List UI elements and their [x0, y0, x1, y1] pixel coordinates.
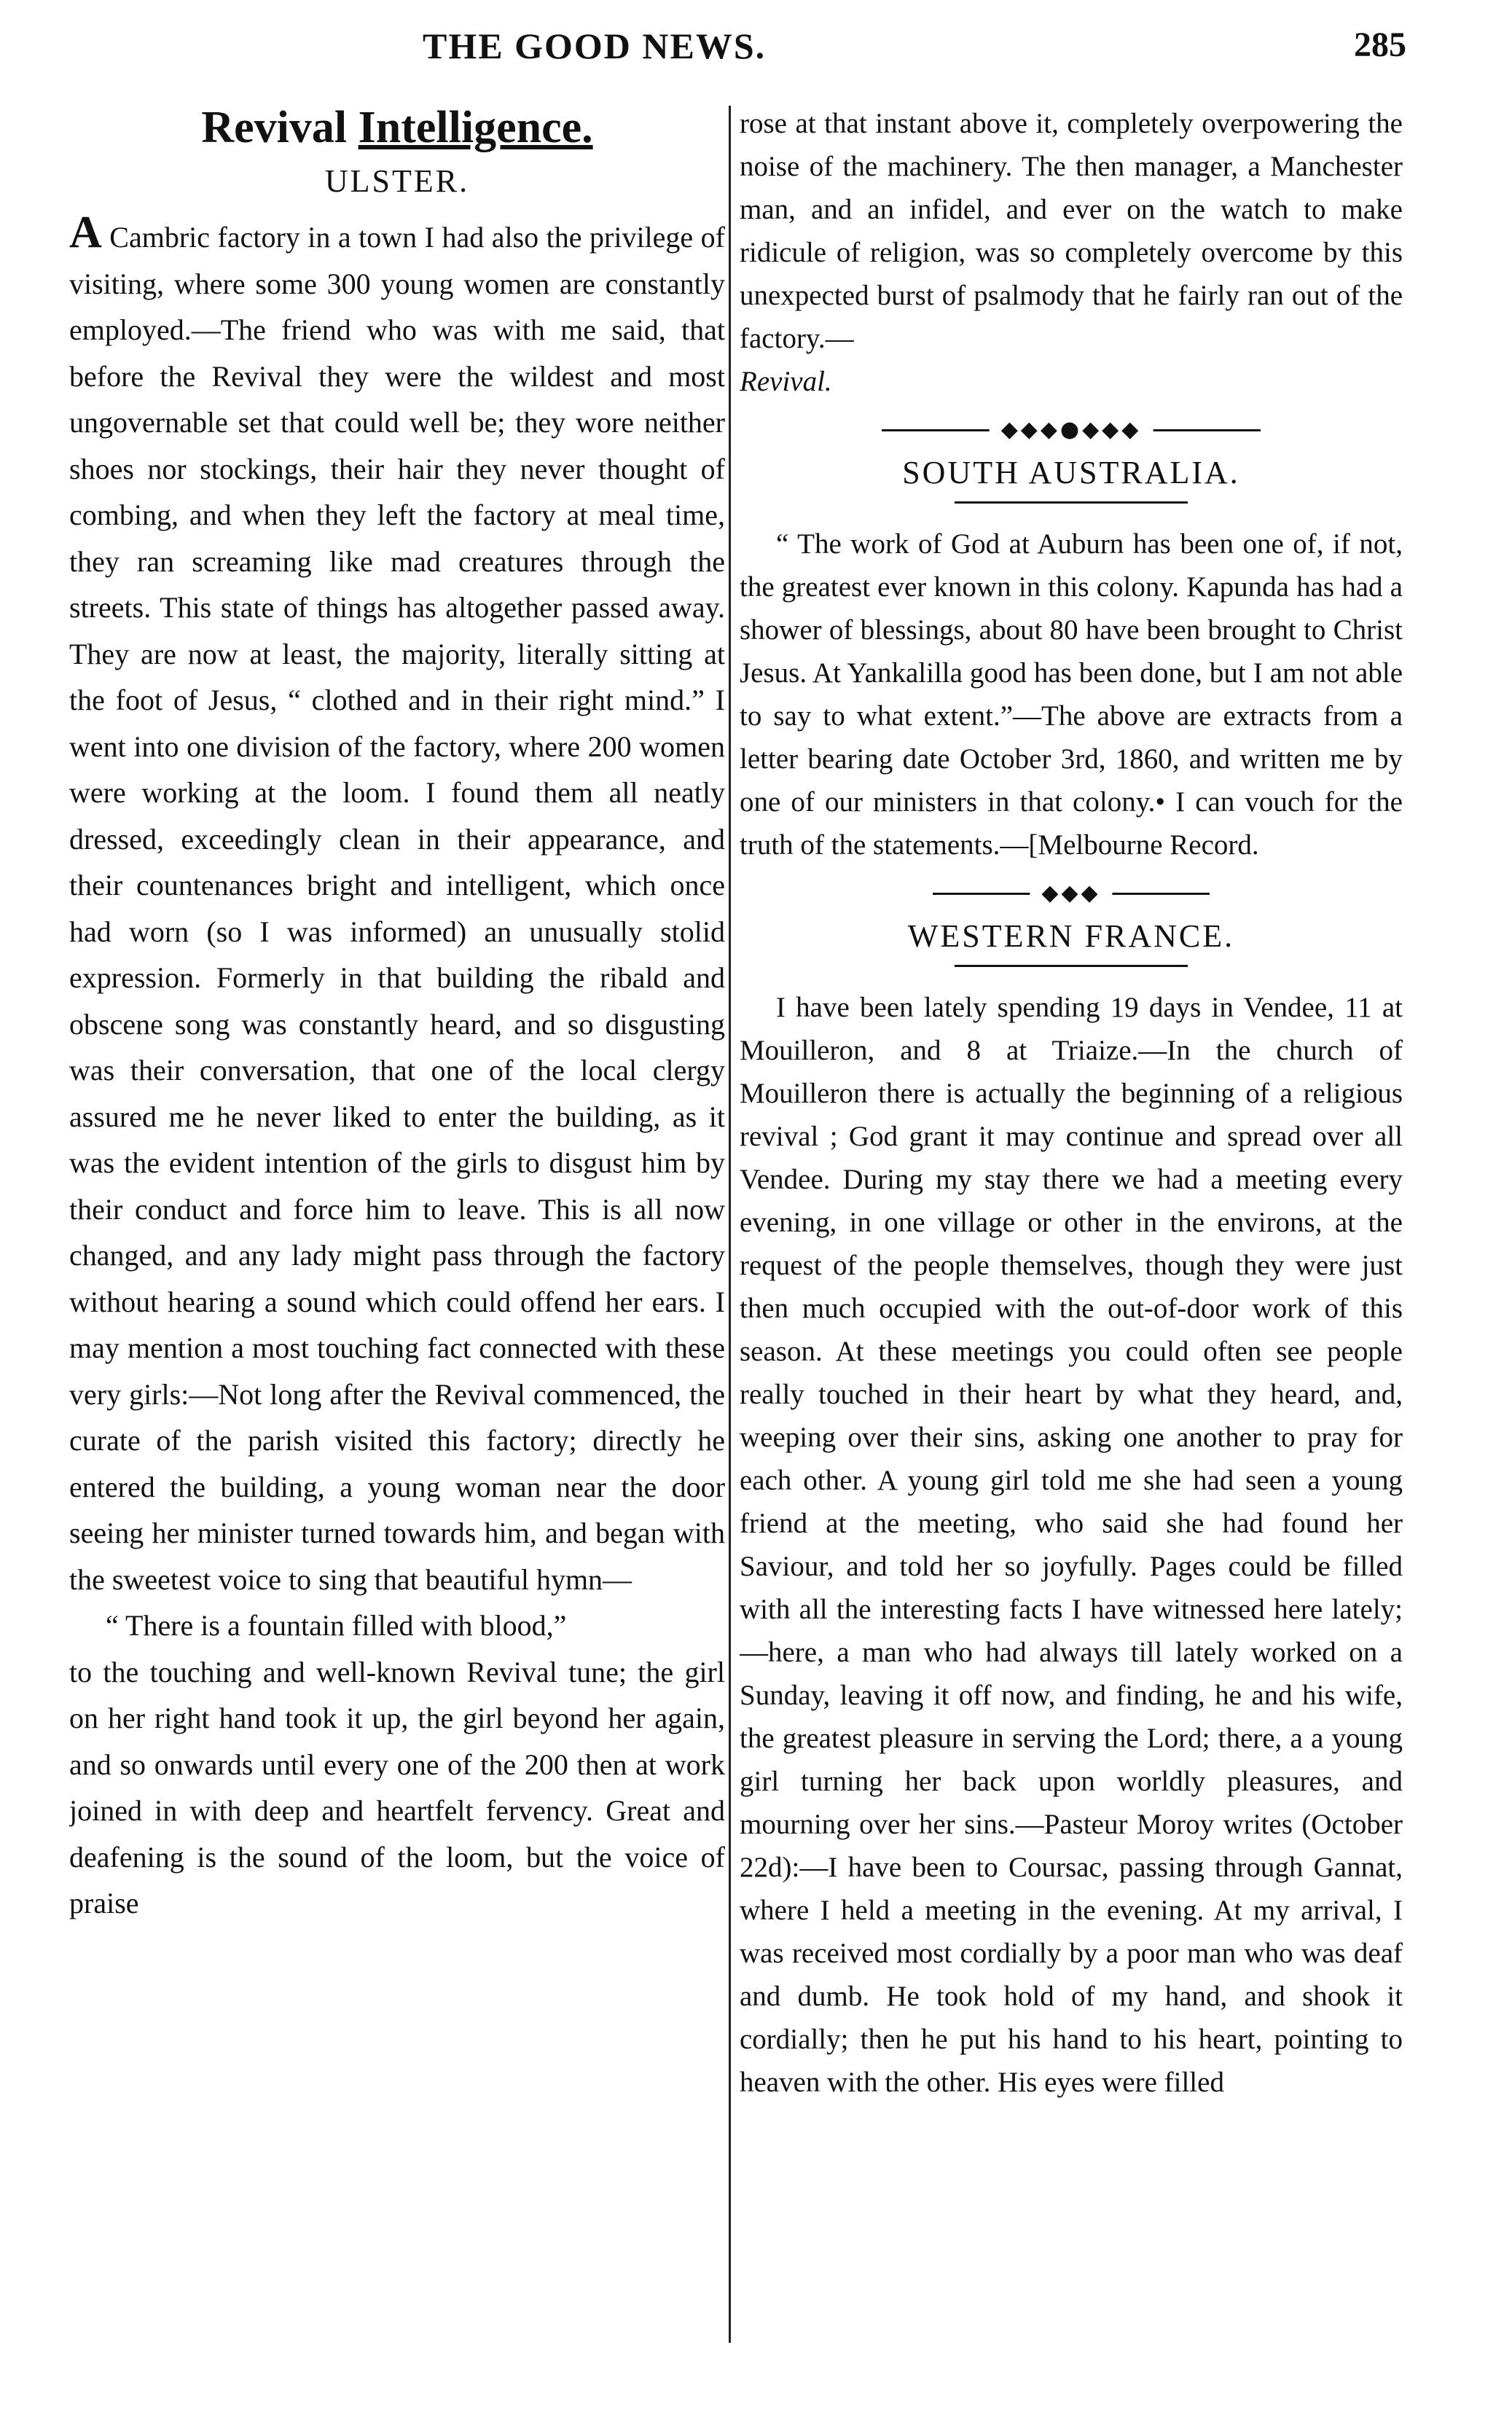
page-number: 285 — [1354, 26, 1406, 64]
heading-underline — [955, 965, 1188, 967]
western-france-heading: WESTERN FRANCE. — [907, 918, 1235, 954]
divider-ornament: ◆◆◆●◆◆◆ — [990, 418, 1153, 442]
drop-cap: A — [69, 208, 102, 257]
revival-continuation — [740, 102, 1403, 403]
continuation-text: rose at that instant above it, completely overpowering the noise of the machinery. The then manager, a Manchester man, and an infidel, and ever on the watch to make ridicule of religion, was so completely overcome by this unexpected burst of psalmody that he fairly ran out of the factory.— — [740, 108, 1403, 354]
ulster-body-text: Cambric factory in a town I had also the privilege of visiting, where some 300 young women are constantly employed.—The friend who was with me said, that before the Revival they were the wildest and most ungovernable set that could well be; they wore neither shoes nor stockings, their hair they never thought of combing, and when they left the factory at meal time, they ran screaming like mad creatures through the streets. This state of things has altogether passed away. They are now at least, the majority, literally sitting at the foot of Jesus, “ clothed and in their right mind.” I went into one division of the factory, where 200 women were working at the loom. I found them all neatly dressed, exceedingly clean in their appearance, and their countenances bright and intelligent, which once had worn (so I was informed) an unusually stolid expression. Formerly in that building the ribald and obscene song was constantly heard, and so disgusting was their conversation, that one of the local clergy assured me he never liked to enter the building, as it was the evident intention of the girls to disgust him by their conduct and force him to leave. This is all now changed, and any lady might pass through the factory without hearing a sound which could offend her ears. I may mention a most touching fact connected with these very girls:—Not long after the Revival commenced, the curate of the parish visited this factory; directly he entered the building, a young woman near the door seeing her minister turned towards him, and began with the sweetest voice to sing that beautiful hymn— — [69, 221, 725, 1596]
ulster-paragraph-continued: to the touching and well-known Revival tune; the girl on her right hand took it up, the girl beyond her again, and so onwards until every one of the 200 then at work joined in with deep and heartfelt fervency. Great and deafening is the sound of the loom, but the voice of praise — [69, 1655, 725, 1919]
ulster-paragraph — [69, 210, 725, 1602]
revival-intelligence-title — [69, 102, 725, 154]
heading-underline — [955, 501, 1188, 504]
ulster-heading: ULSTER. — [324, 163, 470, 199]
south-australia-heading: SOUTH AUSTRALIA. — [902, 455, 1240, 490]
south-australia-paragraph: “ The work of God at Auburn has been one of, if not, the greatest ever known in this colony. Kapunda has had a shower of blessings, about 80 have been brought to Christ Jesus. At Yankalilla good has been done, but I am not able to say to what extent.”—The above are extracts from a letter bearing date October 3rd, 1860, and written me by one of our ministers in that colony.• I can vouch for the truth of the statements.—[Melbourne Record. — [740, 528, 1403, 861]
left-column — [69, 102, 725, 2357]
western-france-paragraph: I have been lately spending 19 days in Vendee, 11 at Mouilleron, and 8 at Triaize.—In the church of Mouilleron there is actually the beginning of a religious revival ; God grant it may continue and spread over all Vendee. During my stay there we had a meeting every evening, in one village or other in the environs, at the request of the people themselves, though they were just then much occupied with the out-of-door work of this season. At these meetings you could often see people really touched in their heart by what they heard, and, weeping over their sins, asking one another to pray for each other. A young girl told me she had seen a young friend at the meeting, who said she had found her Saviour, and told her so joyfully. Pages could be filled with all the interesting facts I have witnessed here lately;—here, a man who had always till lately worked on a Sunday, leaving it off now, and finding, he and his wife, the greatest pleasure in serving the Lord; there, a a young girl turning her back upon worldly pleasures, and mourning over her sins.—Pasteur Moroy writes (October 22d):—I have been to Coursac, passing through Gannat, where I held a meeting in the evening. At my arrival, I was received most cordially by a poor man who was deaf and dumb. He took hold of my hand, and shook it cordially; then he put his hand to his heart, pointing to heaven with the other. His eyes were filled — [740, 992, 1403, 2098]
publication-title: THE GOOD NEWS. — [423, 26, 767, 66]
column-divider — [729, 106, 731, 2343]
title-word-revival: Revival — [201, 103, 348, 152]
continuation-signoff: Revival. — [740, 366, 832, 397]
ornamental-divider — [882, 415, 1261, 447]
title-word-intelligence: Intelligence. — [358, 103, 593, 152]
ornamental-divider-2 — [933, 878, 1210, 910]
right-column — [740, 102, 1403, 2357]
page-header — [73, 25, 1406, 76]
divider-ornament: ◆◆◆ — [1030, 881, 1112, 906]
hymn-line: “ There is a fountain filled with blood,” — [106, 1609, 567, 1642]
